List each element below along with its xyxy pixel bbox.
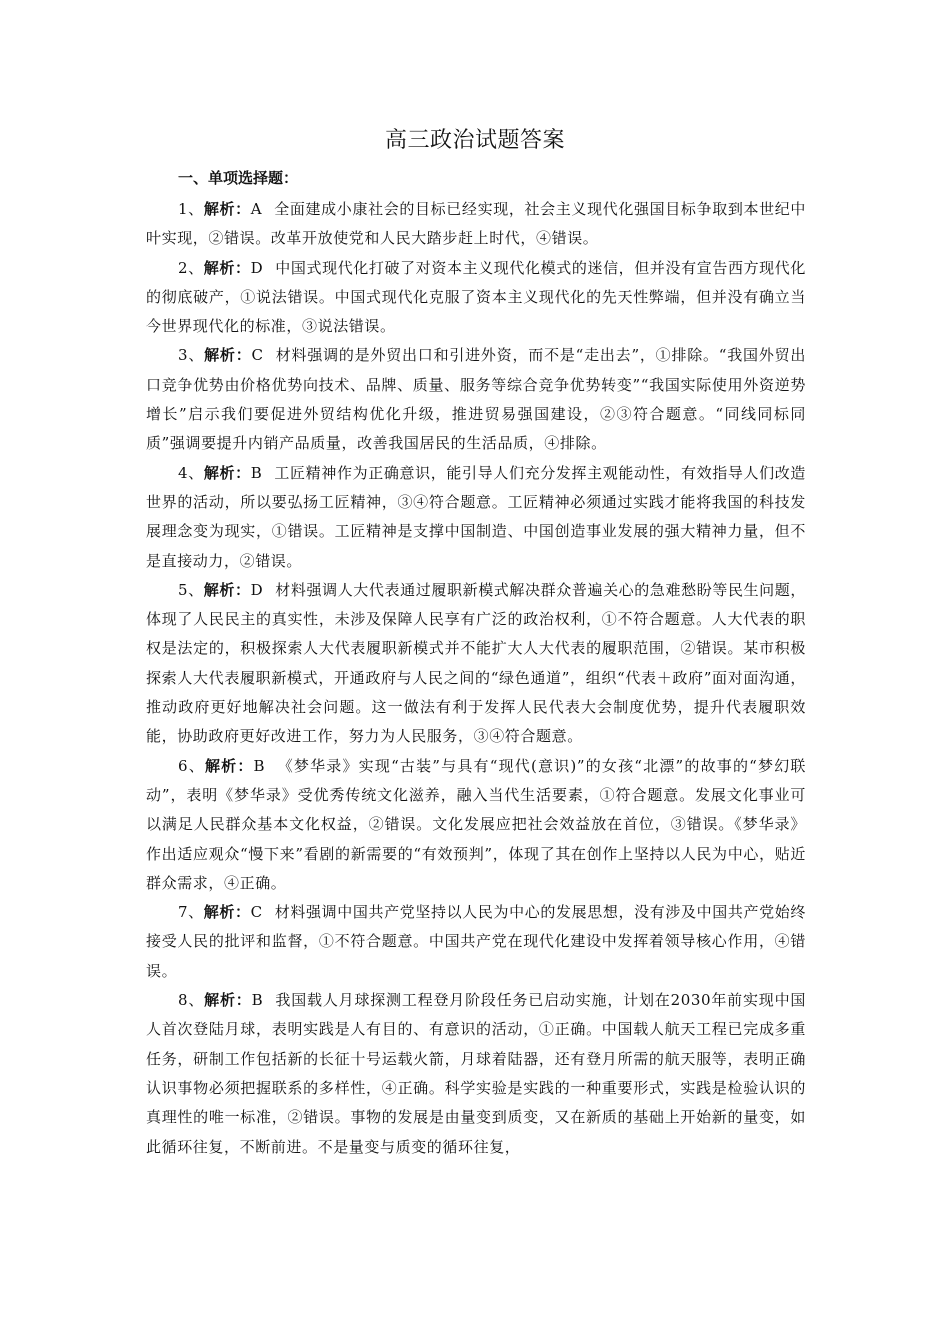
question-2-explanation [146, 254, 806, 342]
question-8-explanation [146, 986, 806, 1162]
question-number: 6、 [178, 756, 205, 775]
answer-list [146, 195, 806, 1162]
question-4-explanation [146, 459, 806, 576]
answer-choice: D [250, 580, 264, 599]
explanation-label: 解析： [203, 258, 251, 277]
explanation-label: 解析： [203, 463, 251, 482]
explanation-text: 《梦华录》实现“古装”与具有“现代(意识)”的女孩“北漂”的故事的“梦幻联动”，表明《梦华录》受优秀传统文化滋养，融入当代生活要素，①符合题意。发展文化事业可以满足人民群众基本文化权益，②错误。文化发展应把社会效益放在首位，③错误。《梦华录》作出适应观众“慢下来”看剧的新需要的“有效预判”，体现了其在创作上坚持以人民为中心，贴近群众需求，④正确。 [146, 756, 806, 892]
answer-choice: A [250, 200, 263, 218]
question-number: 7、 [178, 903, 204, 922]
explanation-text: 材料强调的是外贸出口和引进外资，而不是“走出去”，①排除。“我国外贸出口竞争优势由价格优势向技术、品牌、质量、服务等综合竞争优势转变”“我国实际使用外资逆势增长”启示我们要促进外贸结构优化升级，推进贸易强国建设，②③符合题意。“同线同标同质”强调要提升内销产品质量，改善我国居民的生活品质，④排除。 [146, 346, 806, 453]
explanation-text: 我国载人月球探测工程登月阶段任务已启动实施，计划在2030年前实现中国人首次登陆月球，表明实践是人有目的、有意识的活动，①正确。中国载人航天工程已完成多重任务，研制工作包括新的长征十号运载火箭，月球着陆器，还有登月所需的航天服等，表明正确认识事物必须把握联系的多样性，④正确。科学实验是实践的一种重要形式，实践是检验认识的真理性的唯一标准，②错误。事物的发展是由量变到质变，又在新质的基础上开始新的量变，如此循环往复，不断前进。不是量变与质变的循环往复， [146, 991, 806, 1156]
explanation-label: 解析： [203, 903, 251, 922]
explanation-text: 中国式现代化打破了对资本主义现代化模式的迷信，但并没有宣告西方现代化的彻底破产，①说法错误。中国式现代化克服了资本主义现代化的先天性弊端，但并没有确立当今世界现代化的标准，③说法错误。 [146, 258, 806, 336]
explanation-label: 解析： [203, 200, 251, 218]
explanation-label: 解析： [204, 991, 252, 1010]
answer-choice: C [250, 903, 263, 922]
question-number: 2、 [178, 258, 204, 277]
question-number: 1、 [178, 200, 204, 218]
page-title: 高三政治试题答案 [384, 128, 565, 153]
question-5-explanation [146, 576, 806, 752]
question-6-explanation [146, 752, 806, 898]
question-number: 3、 [178, 346, 205, 365]
answer-choice: B [250, 463, 263, 482]
question-number: 4、 [178, 463, 204, 482]
explanation-label: 解析： [204, 756, 254, 775]
question-7-explanation [146, 898, 806, 986]
question-number: 8、 [178, 991, 205, 1010]
explanation-label: 解析： [204, 346, 252, 365]
question-3-explanation [146, 341, 806, 458]
explanation-label: 解析： [203, 580, 251, 599]
answer-choice: D [250, 258, 264, 277]
answer-choice: B [253, 756, 266, 775]
question-1-explanation [146, 195, 806, 254]
question-number: 5、 [178, 580, 204, 599]
explanation-text: 材料强调人大代表通过履职新模式解决群众普遍关心的急难愁盼等民生问题，体现了人民民主的真实性，未涉及保障人民享有广泛的政治权利，①不符合题意。人大代表的职权是法定的，积极探索人大代表履职新模式并不能扩大人大代表的履职范围，②错误。某市积极探索人大代表履职新模式，开通政府与人民之间的“绿色通道”，组织“代表＋政府”面对面沟通，推动政府更好地解决社会问题。这一做法有利于发挥人民代表大会制度优势，提升代表履职效能，协助政府更好改进工作，努力为人民服务，③④符合题意。 [146, 580, 806, 746]
section-heading: 一、单项选择题： [178, 169, 299, 187]
answer-choice: B [251, 991, 264, 1010]
explanation-text: 材料强调中国共产党坚持以人民为中心的发展思想，没有涉及中国共产党始终接受人民的批评和监督，①不符合题意。中国共产党在现代化建设中发挥着领导核心作用，④错误。 [146, 903, 806, 980]
answer-choice: C [251, 346, 264, 365]
explanation-text: 工匠精神作为正确意识，能引导人们充分发挥主观能动性，有效指导人们改造世界的活动，所以要弘扬工匠精神，③④符合题意。工匠精神必须通过实践才能将我国的科技发展理念变为现实，①错误。工匠精神是支撑中国制造、中国创造事业发展的强大精神力量，但不是直接动力，②错误。 [146, 463, 807, 570]
explanation-text: 全面建成小康社会的目标已经实现，社会主义现代化强国目标争取到本世纪中叶实现，②错误。改革开放使党和人民大踏步赶上时代，④错误。 [146, 200, 806, 248]
